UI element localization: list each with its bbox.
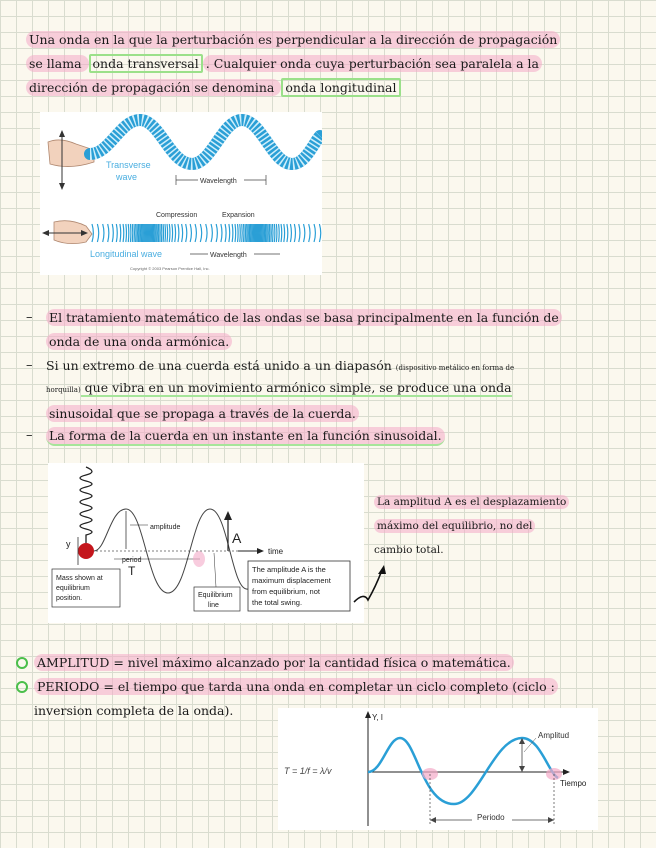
intro-paragraph xyxy=(26,28,560,100)
definition-amplitud xyxy=(34,651,514,675)
coil-loop xyxy=(190,224,191,242)
y-axis-arrow-icon xyxy=(365,711,371,718)
spring-coil xyxy=(80,467,92,543)
coil-loop xyxy=(304,224,305,242)
period-formula: T = 1/f = λ/v xyxy=(284,766,332,776)
period-T: T xyxy=(128,564,136,578)
amplitude-caption-3: from equilibrium, not xyxy=(252,587,320,596)
period-highlight xyxy=(193,551,205,567)
coil-loop xyxy=(128,224,129,242)
bullet-1 xyxy=(46,306,562,354)
transverse-label-2: wave xyxy=(116,172,138,182)
dash-bullet-3: – xyxy=(26,428,33,443)
hand-drawn-arrow xyxy=(350,562,390,612)
coil-loop xyxy=(175,224,176,242)
arrow-up-icon xyxy=(59,130,65,137)
arrow-down-icon xyxy=(59,183,65,190)
period-arrow-right-icon xyxy=(548,817,554,823)
wave-types-diagram xyxy=(40,112,322,275)
coil-loop xyxy=(120,224,121,242)
coil-loop xyxy=(211,224,212,242)
coil-loop xyxy=(116,224,117,242)
mass-ball xyxy=(78,543,94,559)
dash-bullet-1: – xyxy=(26,310,33,325)
A-label: A xyxy=(232,530,242,546)
bullet-2-note-b: horquilla) xyxy=(46,386,81,394)
coil-loop xyxy=(206,224,207,242)
coil-loop xyxy=(225,224,226,242)
bullet-2-note-a: (dispositivo metálico en forma de xyxy=(395,364,515,372)
coil-loop xyxy=(186,224,187,242)
amplitude-caption-4: the total swing. xyxy=(252,598,303,607)
definition-periodo-line-1: PERIODO = el tiempo que tarda una onda en completar un ciclo completo (ciclo : xyxy=(34,678,558,695)
coil-loop xyxy=(216,224,217,242)
period-wave-diagram xyxy=(278,708,598,830)
coil-loop xyxy=(232,224,233,242)
wavelength-1-label: Wavelength xyxy=(200,178,237,185)
mass-caption-3: position. xyxy=(56,595,83,602)
definition-amplitud-text: AMPLITUD = nivel máximo alcanzado por la cantidad física o matemática. xyxy=(34,654,514,671)
coil-loop xyxy=(195,224,196,242)
equilibrium-pointer xyxy=(214,553,216,587)
longitudinal-label: Longitudinal wave xyxy=(90,249,163,259)
equilibrium-caption-2: line xyxy=(208,602,219,609)
coil-loop xyxy=(284,224,285,242)
period-label: period xyxy=(122,557,142,564)
dash-bullet-2: – xyxy=(26,358,33,373)
side-note xyxy=(374,490,569,562)
time-label: time xyxy=(268,547,284,556)
coil-loop xyxy=(126,224,127,242)
period-arrow-left-icon xyxy=(430,817,436,823)
longitudinal-wave-coil xyxy=(92,224,321,242)
arrow-left-icon xyxy=(42,230,49,236)
coil-loop xyxy=(281,224,282,242)
coil-loop xyxy=(235,224,236,242)
wavelength-2-label: Wavelength xyxy=(210,252,247,259)
hand-drawn-arrow-stroke xyxy=(354,570,382,602)
y-axis-label: Y, I xyxy=(372,713,383,722)
x-axis-arrow-icon xyxy=(563,769,570,775)
coil-loop xyxy=(103,224,104,242)
coil-loop xyxy=(169,224,170,242)
hand-icon-2 xyxy=(54,221,92,244)
side-note-line-2: máximo del equilibrio, no del xyxy=(374,519,535,533)
coil-loop xyxy=(97,224,98,242)
coil-loop xyxy=(123,224,124,242)
coil-loop xyxy=(92,224,93,242)
bullet-3-text: La forma de la cuerda en un instante en la función sinusoidal. xyxy=(46,427,445,446)
coil-loop xyxy=(178,224,179,242)
mass-caption-1: Mass shown at xyxy=(56,575,103,582)
intro-line-2b: . Cualquier onda cuya perturbación sea paralela a la xyxy=(203,55,542,72)
coil-loop xyxy=(200,224,201,242)
circle-bullet-1 xyxy=(16,657,28,669)
bullet-2-cont xyxy=(46,376,512,426)
copyright-text: Copyright © 2003 Pearson Prentice Hall, Inc. xyxy=(130,266,210,271)
amplitude-caption-2: maximum displacement xyxy=(252,576,331,585)
coil-loop xyxy=(172,224,173,242)
bullet-3 xyxy=(46,424,445,448)
coil-loop xyxy=(165,224,166,242)
coil-loop xyxy=(314,224,315,242)
mass-caption-2: equilibrium xyxy=(56,585,90,592)
arrow-head-icon xyxy=(378,565,386,574)
coil-loop xyxy=(319,224,320,242)
y-axis-label: y xyxy=(66,539,71,549)
bullet-2-line-1: Si un extremo de una cuerda está unido a un diapasón xyxy=(46,358,396,373)
amplitude-label: amplitude xyxy=(150,524,181,531)
amplitud-arrow-down-icon xyxy=(519,766,525,772)
term-onda-transversal: onda transversal xyxy=(89,54,203,73)
figure-wave-types xyxy=(40,112,322,275)
figure-period-wave xyxy=(278,708,598,830)
coil-loop xyxy=(238,224,239,242)
coil-loop xyxy=(182,224,183,242)
coil-loop xyxy=(309,224,310,242)
compression-label: Compression xyxy=(156,212,198,219)
amplitude-period-diagram xyxy=(48,463,364,623)
intro-line-2a: se llama xyxy=(26,55,89,72)
x-axis-label: Tiempo xyxy=(560,779,587,788)
bullet-1-line-2: onda de una onda armónica. xyxy=(46,333,232,350)
bullet-1-line-1: El tratamiento matemático de las ondas se basa principalmente en la función de xyxy=(46,309,562,326)
definition-periodo-line-2: inversion completa de la onda). xyxy=(34,703,234,718)
coil-loop xyxy=(108,224,109,242)
circle-bullet-2 xyxy=(16,681,28,693)
periodo-label: Periodo xyxy=(477,813,505,822)
period-sine-wave xyxy=(368,738,558,804)
coil-loop xyxy=(279,224,280,242)
coil-loop xyxy=(167,224,168,242)
bullet-2-line-2: que vibra en un movimiento armónico simple, se produce una onda xyxy=(80,380,512,395)
intro-line-3a: dirección de propagación se denomina xyxy=(26,79,281,96)
A-arrow-icon xyxy=(224,511,232,520)
coil-loop xyxy=(229,224,230,242)
amplitude-caption-1: The amplitude A is the xyxy=(252,565,326,574)
amplitud-label: Amplitud xyxy=(538,731,570,740)
coil-loop xyxy=(290,224,291,242)
expansion-label: Expansion xyxy=(222,212,255,219)
side-note-line-3: cambio total. xyxy=(374,544,444,556)
term-onda-longitudinal: onda longitudinal xyxy=(281,78,400,97)
intro-line-1: Una onda en la que la perturbación es perpendicular a la dirección de propagación xyxy=(26,31,560,48)
figure-amplitude-period xyxy=(48,463,364,623)
equilibrium-caption-1: Equilibrium xyxy=(198,592,233,599)
coil-loop xyxy=(221,224,222,242)
time-arrow-icon xyxy=(257,548,264,554)
coil-loop xyxy=(287,224,288,242)
coil-loop xyxy=(299,224,300,242)
coil-loop xyxy=(112,224,113,242)
bullet-2-line-3: sinusoidal que se propaga a través de la cuerda. xyxy=(46,405,359,422)
side-note-line-1: La amplitud A es el desplazamiento xyxy=(374,495,569,509)
coil-loop xyxy=(294,224,295,242)
transverse-label-1: Transverse xyxy=(106,160,151,170)
coil-loop xyxy=(276,224,277,242)
